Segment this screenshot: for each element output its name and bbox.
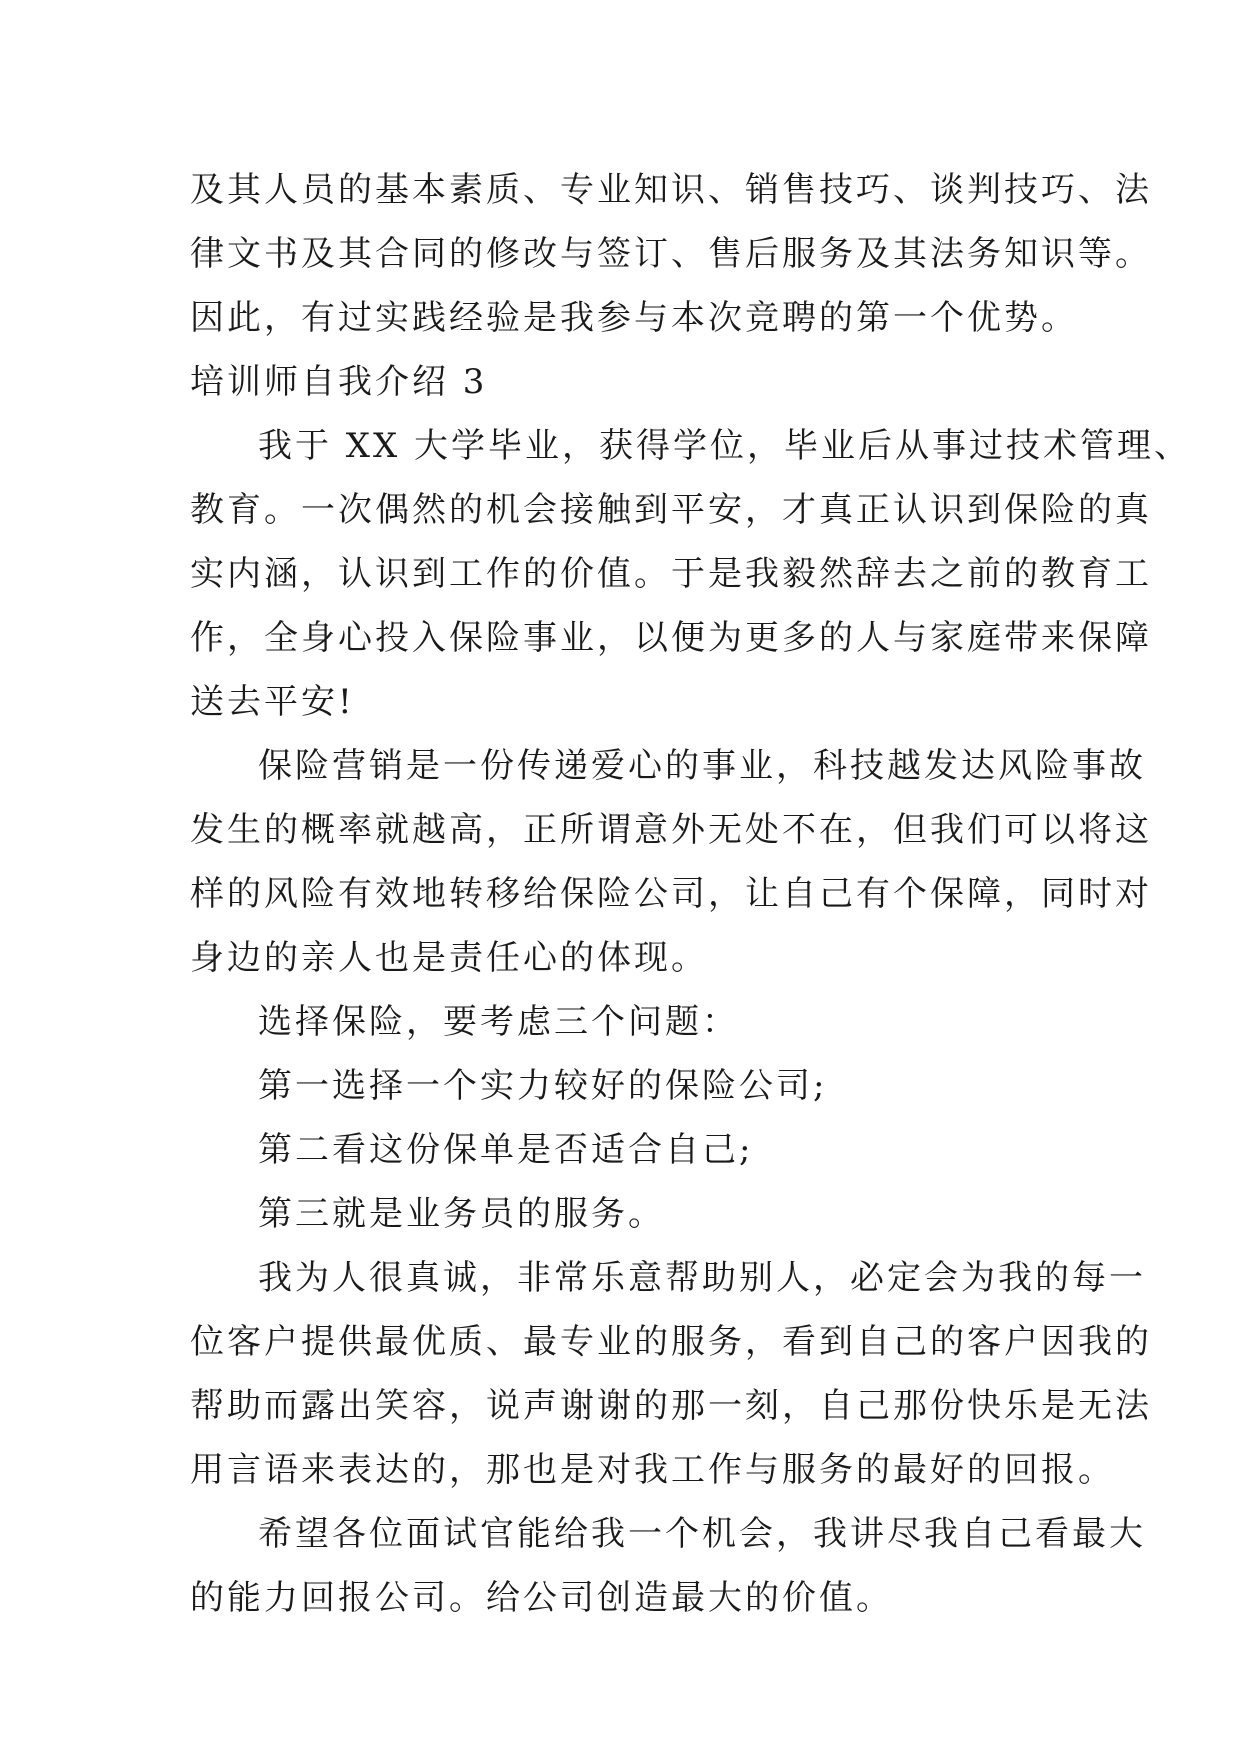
body-line: 用言语来表达的，那也是对我工作与服务的最好的回报。 (190, 1450, 1115, 1490)
paragraph-first-line: 保险营销是一份传递爱心的事业，科技越发达风险事故 (258, 746, 1146, 786)
body-line: 帮助而露出笑容，说声谢谢的那一刻，自己那份快乐是无法 (190, 1386, 1152, 1426)
paragraph-first-line: 希望各位面试官能给我一个机会，我讲尽我自己看最大 (258, 1514, 1146, 1554)
paragraph-first-line: 选择保险，要考虑三个问题： (258, 1002, 739, 1042)
list-item: 第三就是业务员的服务。 (258, 1194, 665, 1234)
paragraph-first-line: 我于 XX 大学毕业，获得学位，毕业后从事过技术管理、 (258, 426, 1192, 466)
body-line: 送去平安! (190, 682, 355, 722)
list-item: 第一选择一个实力较好的保险公司; (258, 1066, 828, 1106)
section-heading: 培训师自我介绍 3 (190, 362, 488, 402)
body-line: 发生的概率就越高，正所谓意外无处不在，但我们可以将这 (190, 810, 1152, 850)
body-line: 样的风险有效地转移给保险公司，让自己有个保障，同时对 (190, 874, 1152, 914)
body-line: 实内涵，认识到工作的价值。于是我毅然辞去之前的教育工 (190, 554, 1152, 594)
body-line: 教育。一次偶然的机会接触到平安，才真正认识到保险的真 (190, 490, 1152, 530)
paragraph-first-line: 我为人很真诚，非常乐意帮助别人，必定会为我的每一 (258, 1258, 1146, 1298)
list-item: 第二看这份保单是否适合自己; (258, 1130, 754, 1170)
body-line: 位客户提供最优质、最专业的服务，看到自己的客户因我的 (190, 1322, 1152, 1362)
body-line: 律文书及其合同的修改与签订、售后服务及其法务知识等。 (190, 234, 1152, 274)
document-body (190, 158, 1192, 1630)
body-line: 的能力回报公司。给公司创造最大的价值。 (190, 1578, 893, 1618)
body-line: 作，全身心投入保险事业，以便为更多的人与家庭带来保障 (190, 618, 1152, 658)
body-line: 因此，有过实践经验是我参与本次竞聘的第一个优势。 (190, 298, 1078, 338)
body-line: 身边的亲人也是责任心的体现。 (190, 938, 708, 978)
body-line: 及其人员的基本素质、专业知识、销售技巧、谈判技巧、法 (190, 170, 1152, 210)
